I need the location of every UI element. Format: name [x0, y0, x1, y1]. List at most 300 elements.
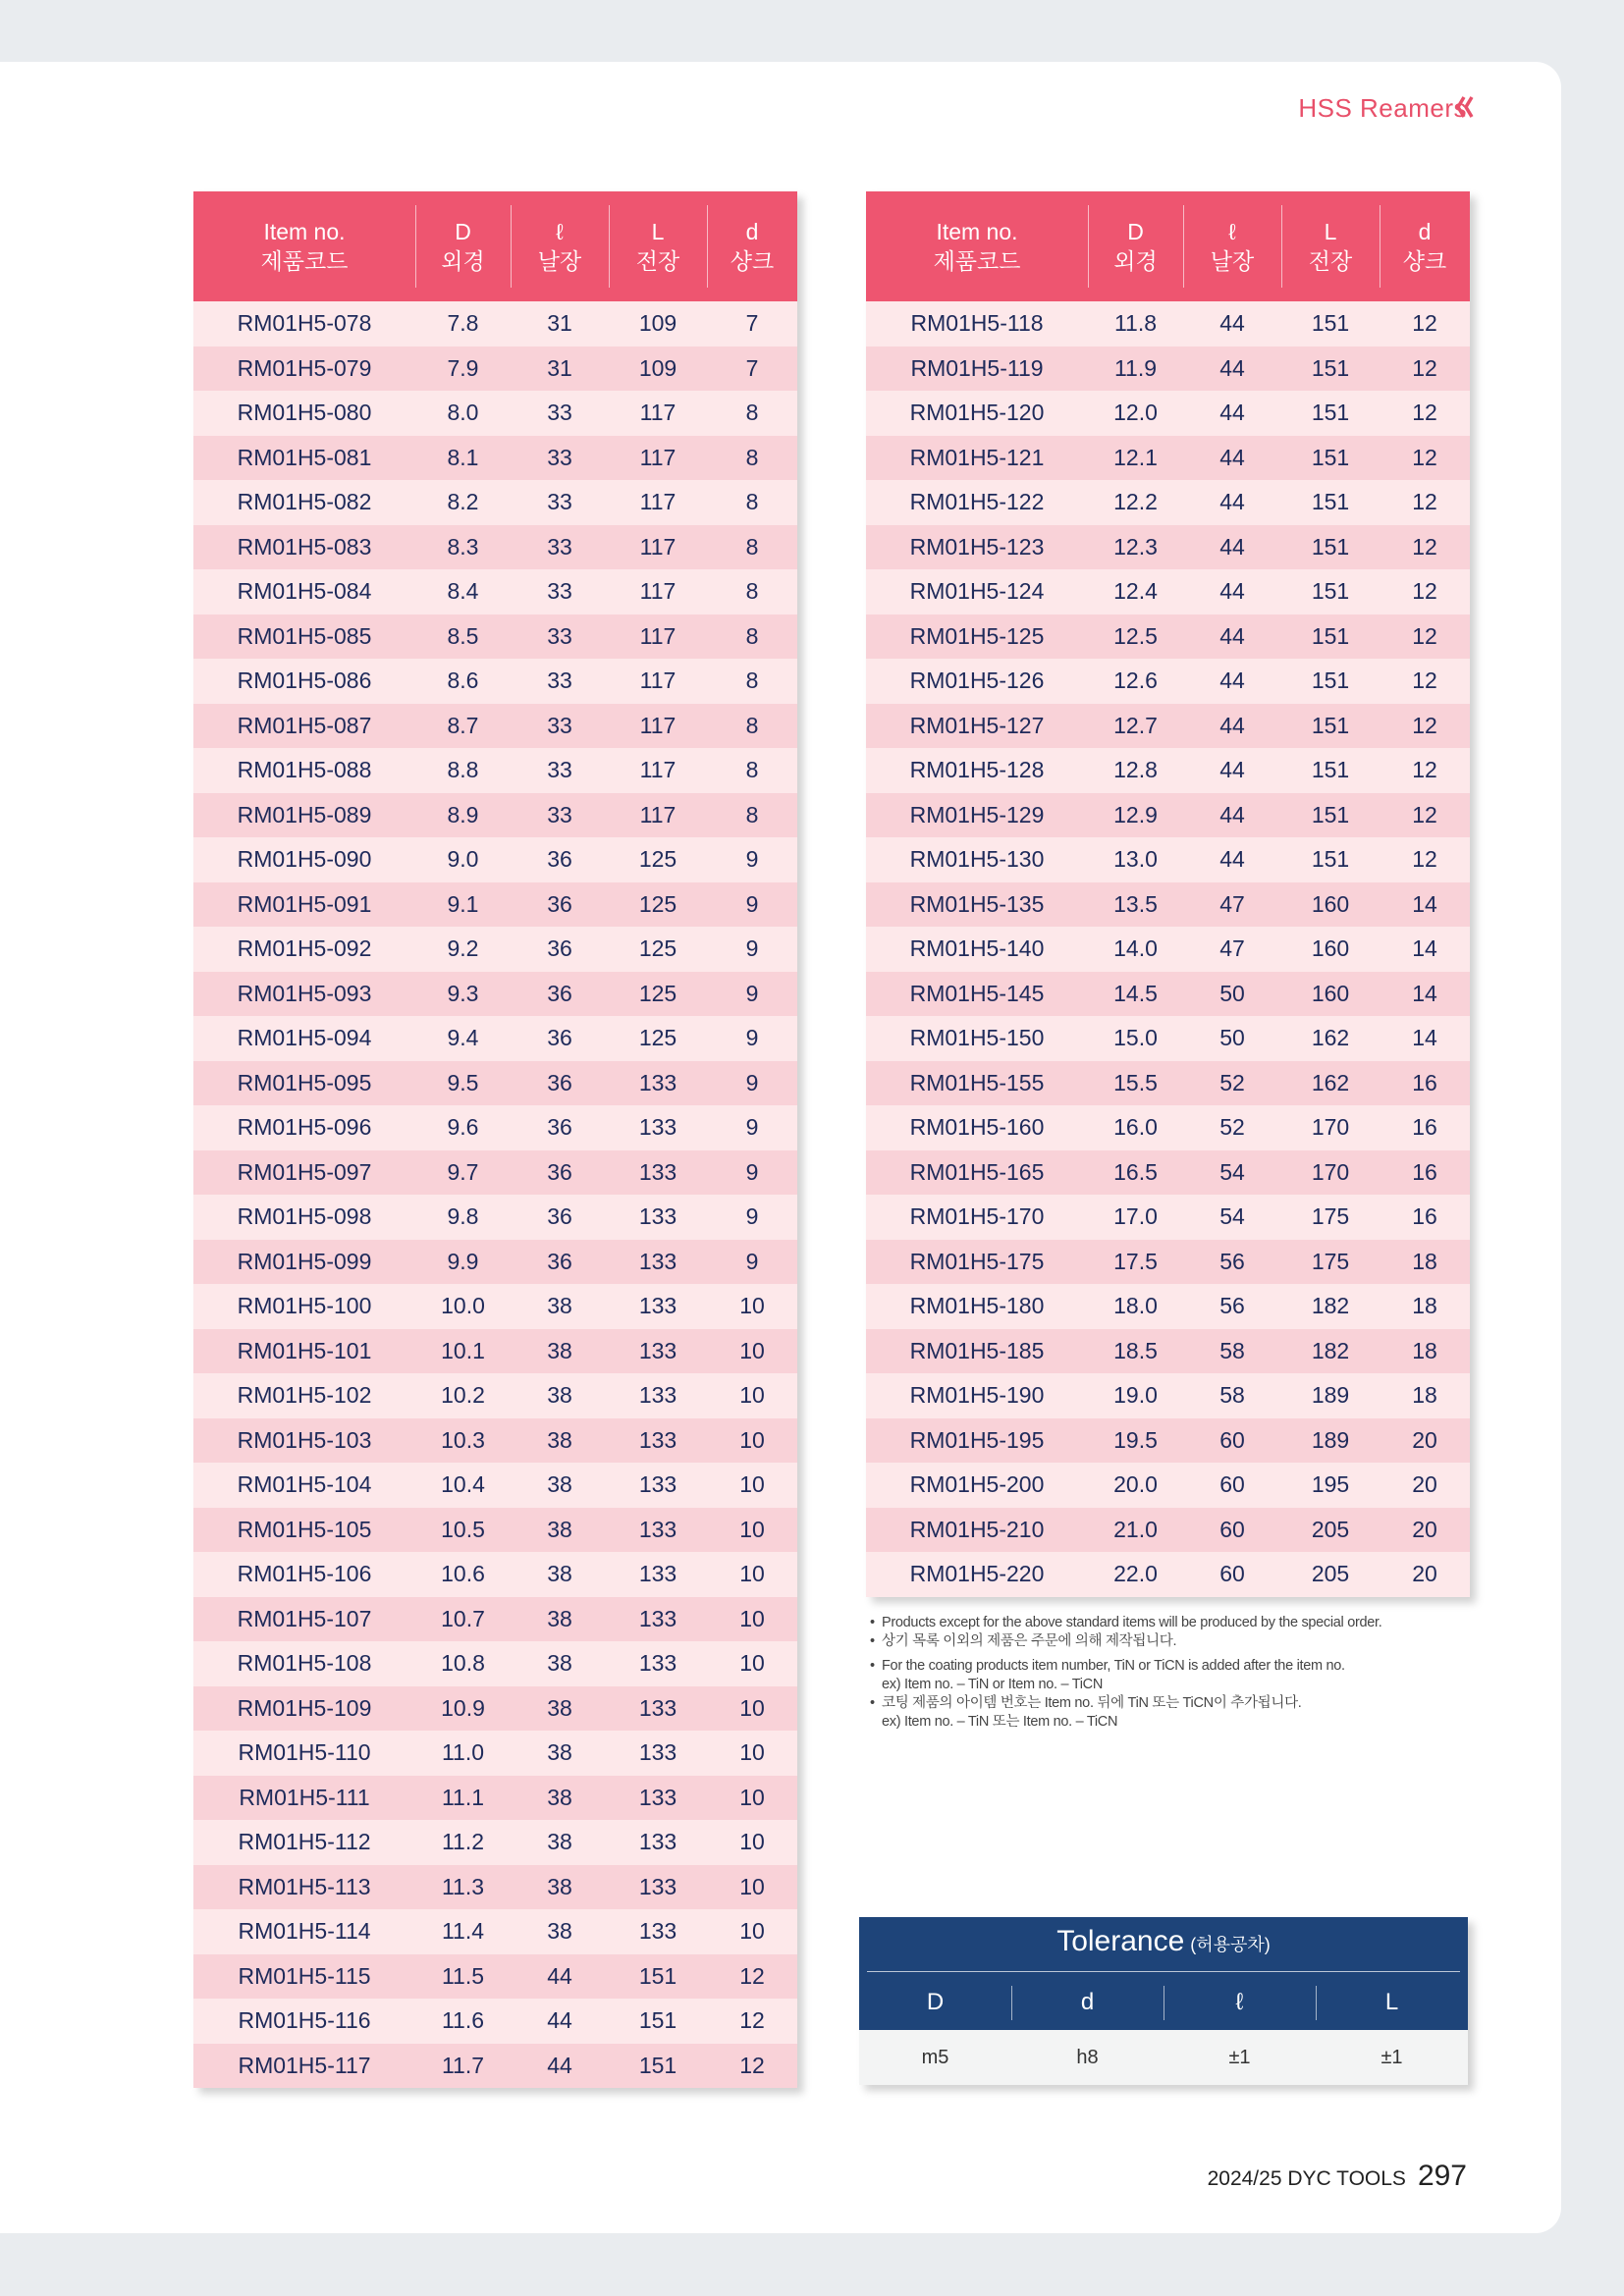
diameter-cell: 20.0: [1088, 1463, 1183, 1508]
footer-text: 2024/25 DYC TOOLS: [1207, 2167, 1406, 2190]
item-no-cell: RM01H5-113: [193, 1865, 415, 1910]
item-no-cell: RM01H5-087: [193, 704, 415, 749]
flute-length-cell: 44: [511, 2044, 609, 2089]
diameter-cell: 10.0: [415, 1284, 511, 1329]
item-no-cell: RM01H5-099: [193, 1240, 415, 1285]
item-no-cell: RM01H5-108: [193, 1641, 415, 1686]
table-row: [193, 1552, 797, 1597]
item-no-cell: RM01H5-180: [866, 1284, 1088, 1329]
flute-length-cell: 33: [511, 569, 609, 614]
table-row: [193, 659, 797, 704]
diameter-cell: 12.1: [1088, 436, 1183, 481]
flute-length-cell: 44: [1183, 480, 1281, 525]
overall-length-cell: 162: [1281, 1061, 1380, 1106]
overall-length-cell: 151: [609, 1954, 707, 2000]
shank-cell: 12: [1380, 704, 1470, 749]
overall-length-cell: 170: [1281, 1105, 1380, 1150]
flute-length-cell: 36: [511, 927, 609, 972]
diameter-cell: 11.4: [415, 1909, 511, 1954]
flute-length-cell: 33: [511, 704, 609, 749]
flute-length-cell: 54: [1183, 1150, 1281, 1196]
table-row: [193, 1909, 797, 1954]
shank-cell: 12: [1380, 525, 1470, 570]
diameter-cell: 8.0: [415, 391, 511, 436]
table-row: [866, 1240, 1470, 1285]
overall-length-cell: 117: [609, 569, 707, 614]
diameter-cell: 10.5: [415, 1508, 511, 1553]
flute-length-cell: 44: [1183, 614, 1281, 660]
diameter-cell: 9.6: [415, 1105, 511, 1150]
overall-length-cell: 189: [1281, 1418, 1380, 1464]
shank-cell: 9: [707, 837, 797, 882]
spec-table-right: [866, 191, 1470, 1597]
shank-cell: 8: [707, 659, 797, 704]
shank-cell: 12: [1380, 436, 1470, 481]
shank-cell: 10: [707, 1373, 797, 1418]
item-no-cell: RM01H5-086: [193, 659, 415, 704]
col-header-item-no: Item no. 제품코드: [193, 191, 415, 301]
table-row: [193, 614, 797, 660]
diameter-cell: 12.7: [1088, 704, 1183, 749]
flute-length-cell: 36: [511, 1105, 609, 1150]
shank-cell: 9: [707, 1150, 797, 1196]
diameter-cell: 16.5: [1088, 1150, 1183, 1196]
diameter-cell: 11.5: [415, 1954, 511, 2000]
table-row: [866, 347, 1470, 392]
overall-length-cell: 151: [1281, 480, 1380, 525]
item-no-cell: RM01H5-089: [193, 793, 415, 838]
diameter-cell: 8.5: [415, 614, 511, 660]
overall-length-cell: 182: [1281, 1284, 1380, 1329]
shank-cell: 18: [1380, 1329, 1470, 1374]
overall-length-cell: 205: [1281, 1508, 1380, 1553]
shank-cell: 12: [707, 1954, 797, 2000]
overall-length-cell: 151: [1281, 659, 1380, 704]
item-no-cell: RM01H5-125: [866, 614, 1088, 660]
item-no-cell: RM01H5-129: [866, 793, 1088, 838]
diameter-cell: 10.3: [415, 1418, 511, 1464]
shank-cell: 9: [707, 882, 797, 928]
item-no-cell: RM01H5-094: [193, 1016, 415, 1061]
table-row: [193, 1195, 797, 1240]
tolerance-title: Tolerance (허용공차): [1056, 1925, 1271, 1957]
shank-cell: 9: [707, 972, 797, 1017]
item-no-cell: RM01H5-092: [193, 927, 415, 972]
flute-length-cell: 47: [1183, 882, 1281, 928]
diameter-cell: 21.0: [1088, 1508, 1183, 1553]
diameter-cell: 15.0: [1088, 1016, 1183, 1061]
col-header-overall-length: L 전장: [1281, 191, 1380, 301]
item-no-cell: RM01H5-083: [193, 525, 415, 570]
flute-length-cell: 36: [511, 1195, 609, 1240]
table-row: [193, 882, 797, 928]
flute-length-cell: 38: [511, 1329, 609, 1374]
tolerance-col-L: L: [1316, 1974, 1468, 2030]
overall-length-cell: 151: [609, 1999, 707, 2044]
diameter-cell: 12.5: [1088, 614, 1183, 660]
diameter-cell: 10.8: [415, 1641, 511, 1686]
shank-cell: 16: [1380, 1105, 1470, 1150]
table-row: [866, 748, 1470, 793]
shank-cell: 10: [707, 1865, 797, 1910]
diameter-cell: 9.2: [415, 927, 511, 972]
table-row: [193, 1865, 797, 1910]
flute-length-cell: 31: [511, 347, 609, 392]
overall-length-cell: 133: [609, 1820, 707, 1865]
diameter-cell: 10.7: [415, 1597, 511, 1642]
item-no-cell: RM01H5-118: [866, 301, 1088, 347]
flute-length-cell: 33: [511, 525, 609, 570]
overall-length-cell: 151: [1281, 793, 1380, 838]
overall-length-cell: 151: [1281, 748, 1380, 793]
diameter-cell: 12.8: [1088, 748, 1183, 793]
page-footer: [1208, 2160, 1467, 2193]
flute-length-cell: 58: [1183, 1373, 1281, 1418]
shank-cell: 8: [707, 614, 797, 660]
flute-length-cell: 44: [1183, 347, 1281, 392]
shank-cell: 10: [707, 1641, 797, 1686]
overall-length-cell: 117: [609, 614, 707, 660]
shank-cell: 10: [707, 1686, 797, 1732]
diameter-cell: 17.0: [1088, 1195, 1183, 1240]
shank-cell: 12: [1380, 480, 1470, 525]
item-no-cell: RM01H5-175: [866, 1240, 1088, 1285]
item-no-cell: RM01H5-079: [193, 347, 415, 392]
overall-length-cell: 133: [609, 1105, 707, 1150]
diameter-cell: 8.6: [415, 659, 511, 704]
table-row: [193, 1820, 797, 1865]
overall-length-cell: 133: [609, 1373, 707, 1418]
flute-length-cell: 44: [1183, 704, 1281, 749]
diameter-cell: 14.5: [1088, 972, 1183, 1017]
flute-length-cell: 36: [511, 837, 609, 882]
diameter-cell: 17.5: [1088, 1240, 1183, 1285]
diameter-cell: 10.6: [415, 1552, 511, 1597]
overall-length-cell: 133: [609, 1909, 707, 1954]
shank-cell: 14: [1380, 882, 1470, 928]
table-row: [866, 1552, 1470, 1597]
table-row: [866, 927, 1470, 972]
table-row: [193, 1284, 797, 1329]
overall-length-cell: 151: [1281, 436, 1380, 481]
col-header-shank: d 샹크: [1380, 191, 1470, 301]
shank-cell: 12: [1380, 301, 1470, 347]
tolerance-value-flute: ±1: [1228, 2047, 1251, 2068]
diameter-cell: 11.9: [1088, 347, 1183, 392]
flute-length-cell: 58: [1183, 1329, 1281, 1374]
flute-length-cell: 36: [511, 1150, 609, 1196]
overall-length-cell: 117: [609, 436, 707, 481]
flute-length-cell: 52: [1183, 1105, 1281, 1150]
diameter-cell: 9.8: [415, 1195, 511, 1240]
flute-length-cell: 50: [1183, 1016, 1281, 1061]
table-row: [193, 436, 797, 481]
flute-length-cell: 44: [1183, 391, 1281, 436]
table-row: [866, 525, 1470, 570]
item-no-cell: RM01H5-078: [193, 301, 415, 347]
flute-length-cell: 36: [511, 1240, 609, 1285]
table-row: [193, 793, 797, 838]
overall-length-cell: 117: [609, 748, 707, 793]
flute-length-cell: 50: [1183, 972, 1281, 1017]
item-no-cell: RM01H5-121: [866, 436, 1088, 481]
diameter-cell: 9.3: [415, 972, 511, 1017]
overall-length-cell: 133: [609, 1329, 707, 1374]
diameter-cell: 8.4: [415, 569, 511, 614]
diameter-cell: 13.5: [1088, 882, 1183, 928]
shank-cell: 9: [707, 1195, 797, 1240]
diameter-cell: 11.3: [415, 1865, 511, 1910]
flute-length-cell: 47: [1183, 927, 1281, 972]
flute-length-cell: 54: [1183, 1195, 1281, 1240]
flute-length-cell: 44: [1183, 525, 1281, 570]
item-no-cell: RM01H5-111: [193, 1776, 415, 1821]
item-no-cell: RM01H5-128: [866, 748, 1088, 793]
flute-length-cell: 38: [511, 1373, 609, 1418]
item-no-cell: RM01H5-130: [866, 837, 1088, 882]
item-no-cell: RM01H5-117: [193, 2044, 415, 2089]
shank-cell: 7: [707, 347, 797, 392]
table-row: [866, 1463, 1470, 1508]
table-row: [193, 748, 797, 793]
table-header-row: [193, 191, 797, 301]
diameter-cell: 18.0: [1088, 1284, 1183, 1329]
diameter-cell: 11.7: [415, 2044, 511, 2089]
item-no-cell: RM01H5-110: [193, 1731, 415, 1776]
item-no-cell: RM01H5-084: [193, 569, 415, 614]
item-no-cell: RM01H5-090: [193, 837, 415, 882]
note-special-order-en: • Products except for the above standard items will be produced by the special order.: [870, 1614, 1459, 1632]
table-row: [193, 1999, 797, 2044]
page-number: 297: [1417, 2160, 1467, 2192]
diameter-cell: 10.4: [415, 1463, 511, 1508]
overall-length-cell: 151: [1281, 704, 1380, 749]
table-row: [193, 1597, 797, 1642]
diameter-cell: 19.0: [1088, 1373, 1183, 1418]
shank-cell: 10: [707, 1552, 797, 1597]
overall-length-cell: 133: [609, 1150, 707, 1196]
flute-length-cell: 36: [511, 972, 609, 1017]
flute-length-cell: 44: [1183, 659, 1281, 704]
table-row: [193, 704, 797, 749]
item-no-cell: RM01H5-195: [866, 1418, 1088, 1464]
flute-length-cell: 33: [511, 748, 609, 793]
item-no-cell: RM01H5-123: [866, 525, 1088, 570]
overall-length-cell: 160: [1281, 882, 1380, 928]
overall-length-cell: 133: [609, 1240, 707, 1285]
table-row: [866, 1284, 1470, 1329]
item-no-cell: RM01H5-096: [193, 1105, 415, 1150]
item-no-cell: RM01H5-103: [193, 1418, 415, 1464]
overall-length-cell: 117: [609, 391, 707, 436]
tolerance-values-row: [859, 2030, 1468, 2085]
shank-cell: 12: [1380, 614, 1470, 660]
tolerance-col-d: d: [1011, 1974, 1164, 2030]
table-row: [866, 1105, 1470, 1150]
item-no-cell: RM01H5-105: [193, 1508, 415, 1553]
item-no-cell: RM01H5-220: [866, 1552, 1088, 1597]
shank-cell: 8: [707, 480, 797, 525]
note-special-order-ko: • 상기 목록 이외의 제품은 주문에 의해 제작됩니다.: [870, 1632, 1459, 1651]
overall-length-cell: 205: [1281, 1552, 1380, 1597]
table-row: [866, 1016, 1470, 1061]
item-no-cell: RM01H5-116: [193, 1999, 415, 2044]
table-body: [193, 301, 797, 2088]
flute-length-cell: 38: [511, 1284, 609, 1329]
overall-length-cell: 189: [1281, 1373, 1380, 1418]
table-row: [193, 1954, 797, 2000]
item-no-cell: RM01H5-155: [866, 1061, 1088, 1106]
overall-length-cell: 133: [609, 1284, 707, 1329]
flute-length-cell: 38: [511, 1641, 609, 1686]
note-coating-ko: • 코팅 제품의 아이템 번호는 Item no. 뒤에 TiN 또는 TiCN이 추가됩니다.: [870, 1694, 1459, 1713]
diameter-cell: 12.9: [1088, 793, 1183, 838]
diameter-cell: 9.5: [415, 1061, 511, 1106]
col-header-flute-length: ℓ 날장: [511, 191, 609, 301]
table-row: [866, 1329, 1470, 1374]
shank-cell: 14: [1380, 972, 1470, 1017]
overall-length-cell: 133: [609, 1508, 707, 1553]
table-row: [866, 793, 1470, 838]
table-row: [193, 1641, 797, 1686]
overall-length-cell: 160: [1281, 972, 1380, 1017]
flute-length-cell: 44: [511, 1999, 609, 2044]
shank-cell: 20: [1380, 1552, 1470, 1597]
flute-length-cell: 33: [511, 480, 609, 525]
shank-cell: 10: [707, 1508, 797, 1553]
shank-cell: 8: [707, 391, 797, 436]
table-row: [193, 1329, 797, 1374]
table-row: [866, 614, 1470, 660]
overall-length-cell: 133: [609, 1641, 707, 1686]
shank-cell: 9: [707, 1016, 797, 1061]
col-header-diameter: D 외경: [1088, 191, 1183, 301]
shank-cell: 10: [707, 1463, 797, 1508]
shank-cell: 12: [707, 1999, 797, 2044]
overall-length-cell: 162: [1281, 1016, 1380, 1061]
shank-cell: 10: [707, 1776, 797, 1821]
table-row: [193, 1686, 797, 1732]
table-row: [193, 347, 797, 392]
overall-length-cell: 133: [609, 1195, 707, 1240]
overall-length-cell: 117: [609, 704, 707, 749]
overall-length-cell: 133: [609, 1552, 707, 1597]
diameter-cell: 8.8: [415, 748, 511, 793]
flute-length-cell: 60: [1183, 1508, 1281, 1553]
overall-length-cell: 133: [609, 1776, 707, 1821]
shank-cell: 12: [1380, 748, 1470, 793]
item-no-cell: RM01H5-088: [193, 748, 415, 793]
shank-cell: 9: [707, 1061, 797, 1106]
table-row: [193, 1105, 797, 1150]
overall-length-cell: 151: [1281, 614, 1380, 660]
item-no-cell: RM01H5-190: [866, 1373, 1088, 1418]
item-no-cell: RM01H5-107: [193, 1597, 415, 1642]
item-no-cell: RM01H5-150: [866, 1016, 1088, 1061]
col-header-diameter: D 외경: [415, 191, 511, 301]
overall-length-cell: 133: [609, 1463, 707, 1508]
table-row: [193, 569, 797, 614]
item-no-cell: RM01H5-200: [866, 1463, 1088, 1508]
overall-length-cell: 151: [609, 2044, 707, 2089]
diameter-cell: 12.0: [1088, 391, 1183, 436]
shank-cell: 18: [1380, 1373, 1470, 1418]
tolerance-value-D: m5: [921, 2047, 949, 2068]
table-row: [193, 837, 797, 882]
table-row: [866, 972, 1470, 1017]
table-row: [866, 301, 1470, 347]
table-row: [193, 301, 797, 347]
flute-length-cell: 44: [511, 1954, 609, 2000]
table-row: [193, 1016, 797, 1061]
flute-length-cell: 38: [511, 1552, 609, 1597]
table-body: [866, 301, 1470, 1597]
table-row: [866, 1061, 1470, 1106]
shank-cell: 14: [1380, 927, 1470, 972]
table-row: [193, 480, 797, 525]
table-row: [866, 569, 1470, 614]
table-row: [866, 837, 1470, 882]
shank-cell: 10: [707, 1418, 797, 1464]
shank-cell: 16: [1380, 1150, 1470, 1196]
flute-length-cell: 33: [511, 793, 609, 838]
table-row: [193, 1731, 797, 1776]
shank-cell: 20: [1380, 1463, 1470, 1508]
flute-length-cell: 38: [511, 1776, 609, 1821]
item-no-cell: RM01H5-124: [866, 569, 1088, 614]
table-row: [193, 1463, 797, 1508]
diameter-cell: 7.9: [415, 347, 511, 392]
table-row: [866, 1373, 1470, 1418]
overall-length-cell: 117: [609, 525, 707, 570]
diameter-cell: 15.5: [1088, 1061, 1183, 1106]
shank-cell: 16: [1380, 1061, 1470, 1106]
item-no-cell: RM01H5-098: [193, 1195, 415, 1240]
diameter-cell: 8.1: [415, 436, 511, 481]
item-no-cell: RM01H5-102: [193, 1373, 415, 1418]
table-row: [193, 1418, 797, 1464]
flute-length-cell: 38: [511, 1508, 609, 1553]
table-row: [193, 391, 797, 436]
tolerance-header: [859, 1917, 1468, 2030]
note-coating-example-en: ex) Item no. – TiN or Item no. – TiCN: [882, 1677, 1104, 1692]
overall-length-cell: 125: [609, 927, 707, 972]
spec-table-left: [193, 191, 797, 2088]
overall-length-cell: 117: [609, 659, 707, 704]
flute-length-cell: 60: [1183, 1418, 1281, 1464]
item-no-cell: RM01H5-122: [866, 480, 1088, 525]
flute-length-cell: 44: [1183, 436, 1281, 481]
shank-cell: 14: [1380, 1016, 1470, 1061]
shank-cell: 12: [1380, 569, 1470, 614]
item-no-cell: RM01H5-145: [866, 972, 1088, 1017]
overall-length-cell: 133: [609, 1418, 707, 1464]
overall-length-cell: 175: [1281, 1195, 1380, 1240]
table-row: [193, 972, 797, 1017]
diameter-cell: 16.0: [1088, 1105, 1183, 1150]
table-row: [866, 480, 1470, 525]
table-row: [193, 525, 797, 570]
shank-cell: 20: [1380, 1418, 1470, 1464]
flute-length-cell: 60: [1183, 1552, 1281, 1597]
overall-length-cell: 195: [1281, 1463, 1380, 1508]
table-row: [193, 1776, 797, 1821]
flute-length-cell: 33: [511, 391, 609, 436]
shank-cell: 10: [707, 1597, 797, 1642]
overall-length-cell: 125: [609, 837, 707, 882]
shank-cell: 12: [707, 2044, 797, 2089]
note-coating-example-ko: ex) Item no. – TiN 또는 Item no. – TiCN: [882, 1714, 1118, 1730]
